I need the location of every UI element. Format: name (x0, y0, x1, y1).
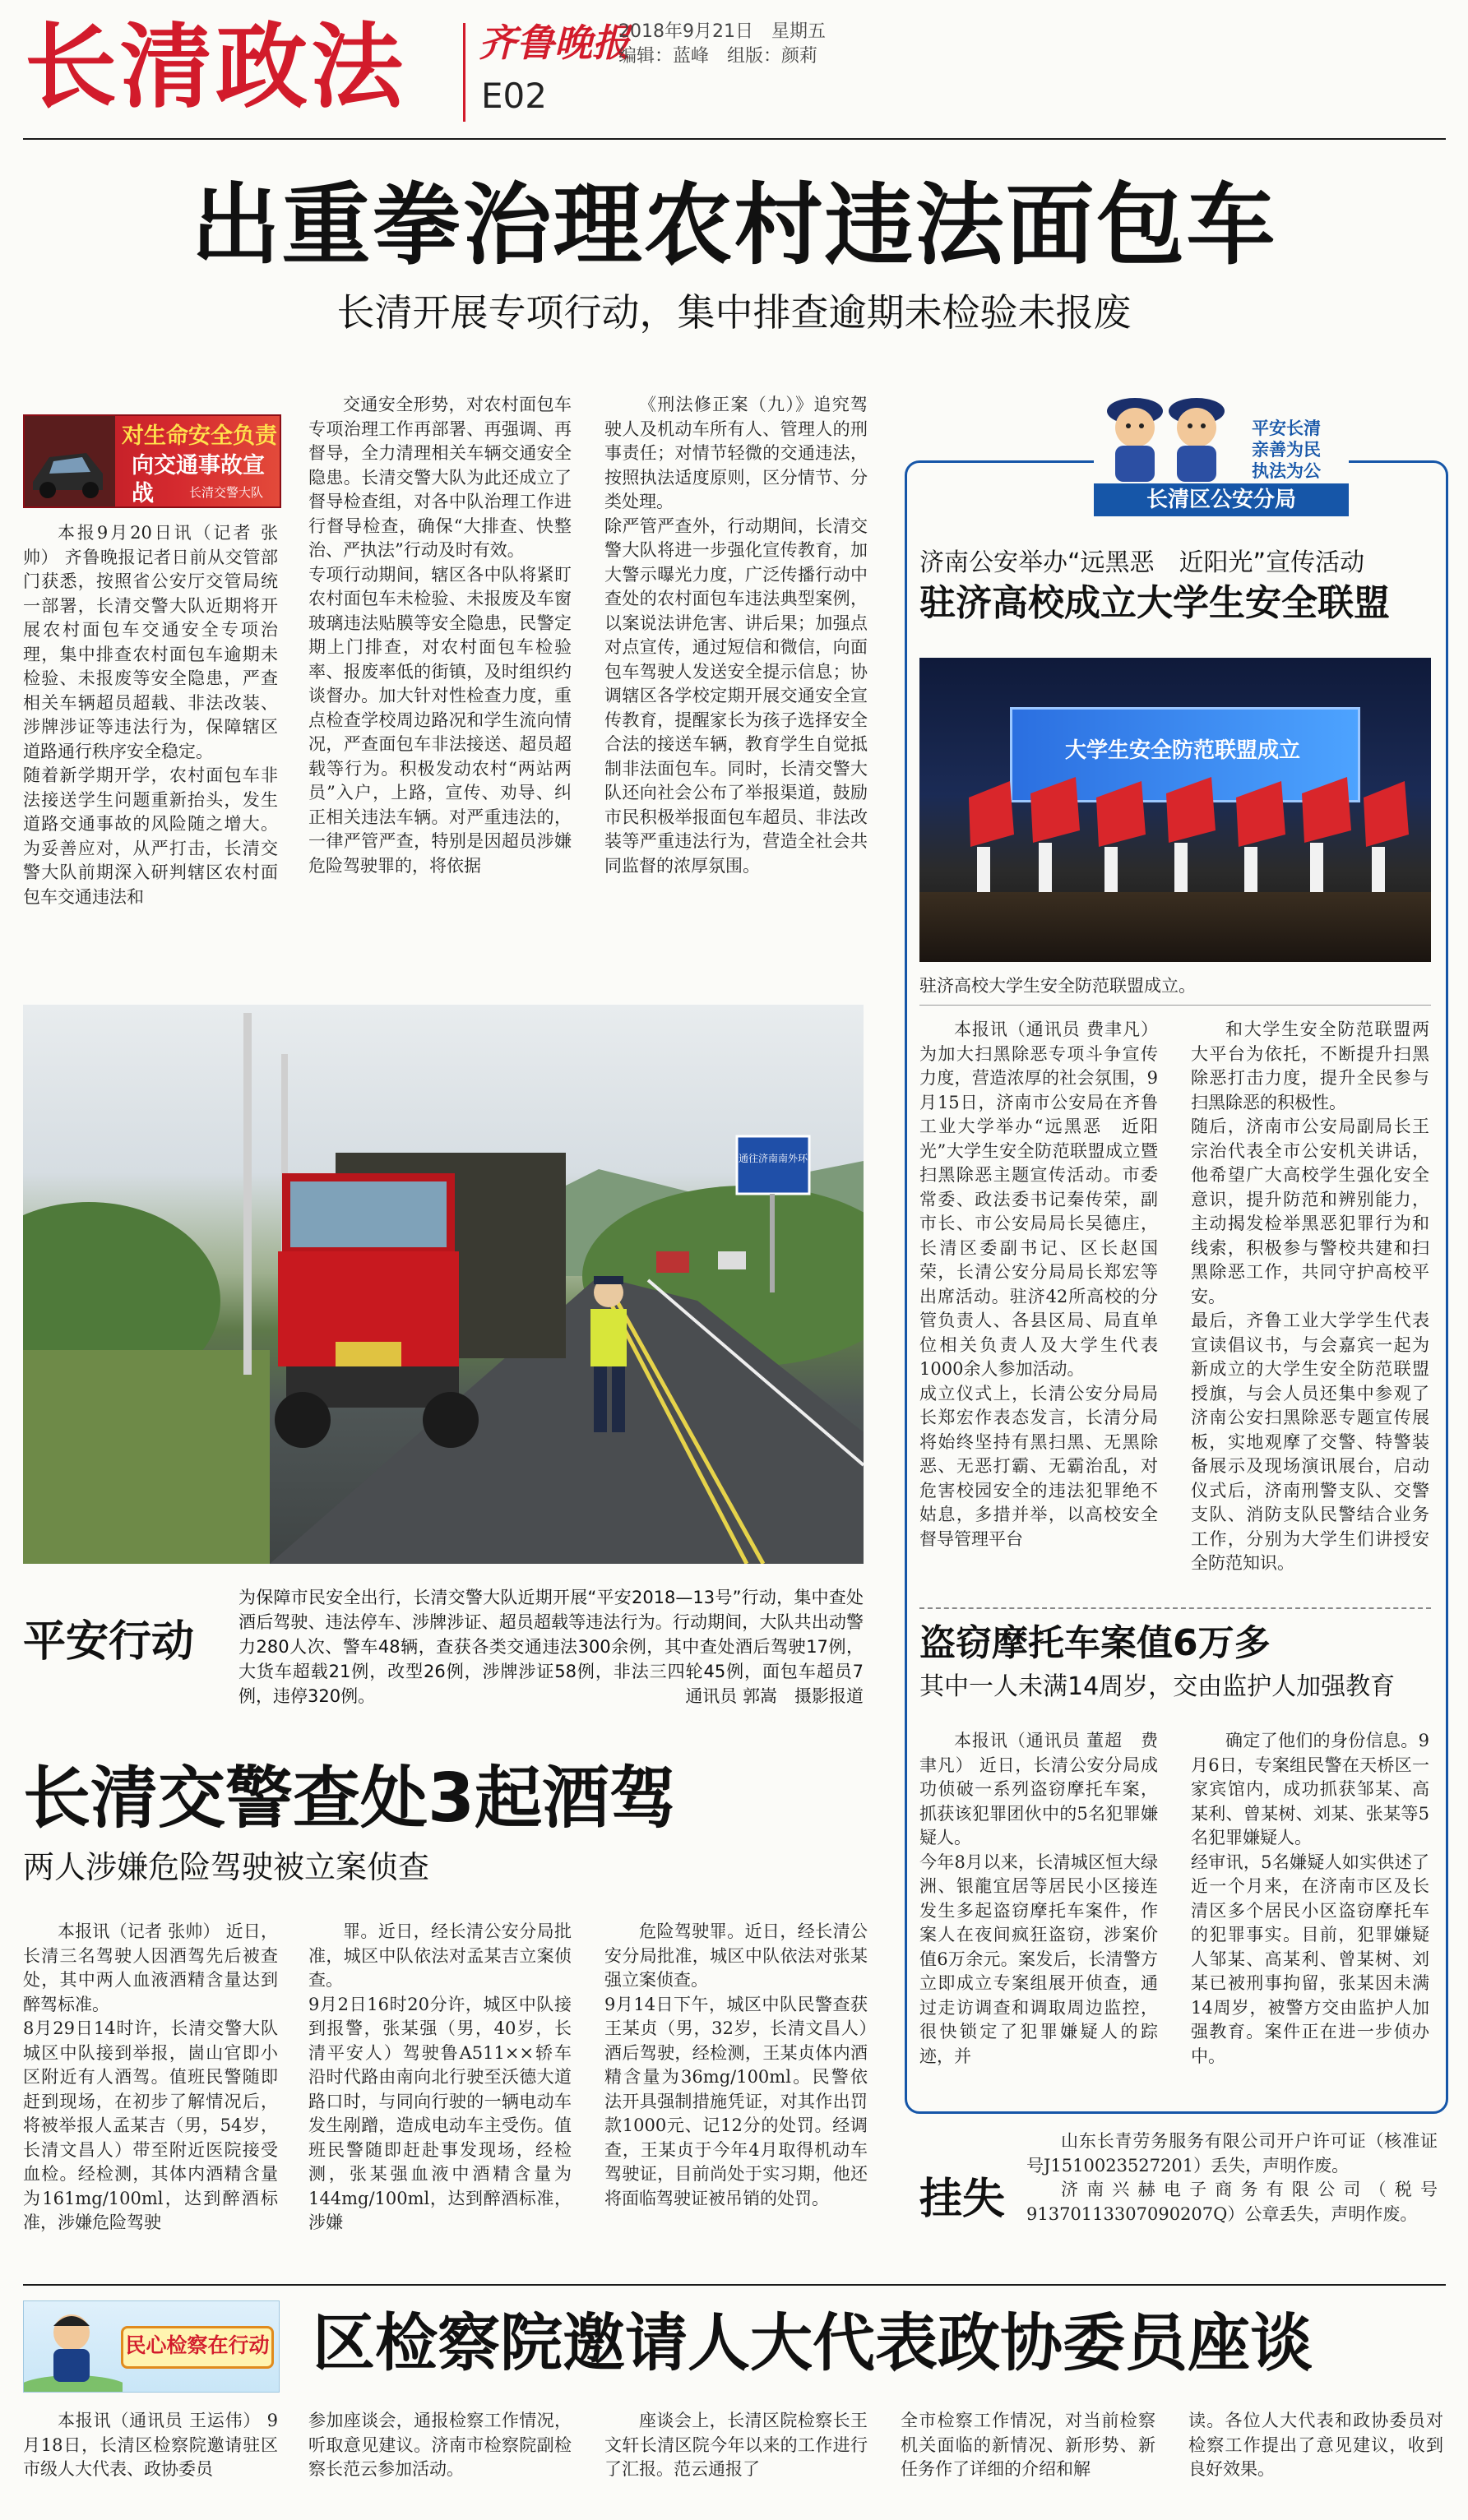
side-caption-rule (919, 1005, 1431, 1006)
procuratorate-column-3 (604, 2409, 868, 2512)
lost-line-1: 山东长青劳务服务有限公司开户许可证（核准证号J1510023527201）丢失，声明作废。 (1026, 2131, 1438, 2176)
drunk-column-1 (23, 1920, 278, 2282)
lead-headline: 出重拳治理农村违法面包车 (191, 174, 1277, 277)
stage-photo (919, 658, 1431, 962)
lead-col2-text: 交通安全形势，对农村面包车专项治理工作再部署、再强调、再督导，全力清理相关车辆交通安全隐患。长清交警大队为此还成立了督导检查组，对各中队治理工作进行督导检查，确保“大排查、快整治、严执法”行动及时有效。 专项行动期间，辖区各中队将紧盯农村面包车未检验、未报废及车窗玻璃违法贴膜等安全隐患，民警定期上门排查，对农村面包车检验率、报废率低的街镇，及时组织约谈督办。加大针对性检查力度，重点检查学校周边路况和学生流向情况，严查面包车非法接送、超员超载等行为。积极发动农村“两站两员”入户，上路，宣传、劝导、纠正相关违法车辆。对严重违法的，一律严管严查，特别是因超员涉嫌危险驾驶罪的，将依据 (308, 395, 572, 876)
crash-car-icon (25, 416, 115, 506)
stage-photo-caption: 驻济高校大学生安全防范联盟成立。 (919, 976, 1196, 996)
prosecutor-figure-icon (24, 2301, 123, 2392)
stage-screen-text: 大学生安全防范联盟成立 (1064, 738, 1300, 763)
lost-line-2: 济南兴赫电子商务有限公司（税号91370113307090207Q）公章丢失，声明作废。 (1026, 2180, 1438, 2224)
lead-col3-text: 《刑法修正案（九）》追究驾驶人及机动车所有人、管理人的刑事责任；对情节轻微的交通违法，按照执法适度原则，区分情节、分类处理。 除严管严查外，行动期间，长清交警大队将进一步强化宣传教育，加大警示曝光力度，广泛传播行动中查处的农村面包车违法典型案例，以案说法讲危害、讲后果；加强点对点宣传，通过短信和微信，向面包车驾驶人发送安全提示信息；协调辖区各学校定期开展交通安全宣传教育，提醒家长为孩子选择安全合法的接送车辆，教育学生自觉抵制非法面包车。同时，长清交警大队还向社会公布了举报渠道，鼓励市民积极举报面包车超员、非法改装等严重违法行为，营造全社会共同监督的浓厚氛围。 (604, 395, 868, 876)
masthead-rule (23, 138, 1446, 140)
procuratorate-column-1 (23, 2409, 278, 2512)
paper-name: 齐鲁晚报 (479, 21, 630, 65)
lead-badge (23, 414, 281, 508)
procuratorate-badge (23, 2300, 280, 2393)
procuratorate-col2-text: 参加座谈会，通报检察工作情况，听取意见建议。济南市检察院副检察长范云参加活动。 (308, 2411, 572, 2479)
drunk-subhead: 两人涉嫌危险驾驶被立案侦查 (23, 1849, 430, 1885)
lead-column-2 (308, 393, 572, 941)
red-flags-icon (919, 658, 1431, 962)
side-kicker: 济南公安举办“远黑恶 近阳光”宣传活动 (919, 548, 1365, 577)
procuratorate-headline: 区检察院邀请人大代表政协委员座谈 (313, 2306, 1313, 2379)
date-line: 2018年9月21日 星期五 (618, 21, 826, 42)
drunk-col1-text: 本报讯（记者 张帅） 近日，长清三名驾驶人因酒驾先后被查处，其中两人血液酒精含量达到醉驾标准。 8月29日14时许，长清交警大队城区中队接到举报，崮山官即小区附近有人酒驾。值班民警随即赶到现场，在初步了解情况后，将被举报人孟某吉（男，54岁，长清文昌人）带至附近医院接受血检。经检测，其体内酒精含量为161mg/100ml，达到醉酒标准，涉嫌危险驾驶 (23, 1921, 278, 2232)
badge-line1: 对生命安全负责 (122, 423, 277, 449)
road-scene-icon (23, 1005, 864, 1564)
side-column-2 (1191, 1018, 1429, 1593)
lost-label: 挂失 (919, 2175, 1006, 2224)
badge-line2: 向交通事故宣战 (132, 453, 265, 506)
side-col1-text: 本报讯（通讯员 费聿凡） 为加大扫黑除恶专项斗争宣传力度，营造浓厚的社会氛围，9月15日，济南市公安局在齐鲁工业大学举办“远黑恶 近阳光”大学生安全防范联盟成立暨扫黑除恶主题宣传活动。市委常委、政法委书记秦传荣，副市长、市公安局局长吴德庄，长清区委副书记、区长赵国荣，长清公安分局局长郑宏等出席活动。驻济42所高校的分管负责人、各县区局、局直单位相关负责人及大学生代表1000余人参加活动。 成立仪式上，长清公安分局局长郑宏作表态发言，长清分局将始终坚持有黑扫黑、无黑除恶、无恶打霸、无霸治乱，对危害校园安全的违法犯罪绝不姑息，多措并举，以高校安全督导管理平台 (919, 1020, 1158, 1549)
emblem-line2: 亲善为民 (1252, 440, 1321, 460)
procuratorate-col5-text: 读。各位人大代表和政协委员对检察工作提出了意见建议，收到良好效果。 (1188, 2411, 1443, 2479)
lead-subhead: 长清开展专项行动，集中排查逾期未检验未报废 (336, 290, 1132, 335)
drunk-column-3 (604, 1920, 868, 2282)
theft-headline: 盗窃摩托车案值6万多 (919, 1622, 1271, 1664)
police-mascot-icon (1094, 386, 1242, 493)
section-title: 长清政法 (25, 14, 406, 121)
theft-subhead: 其中一人未满14周岁，交由监护人加强教育 (919, 1672, 1396, 1701)
procuratorate-col1-text: 本报讯（通讯员 王运伟） 9月18日，长清区检察院邀请驻区市级人大代表、政协委员 (23, 2411, 278, 2479)
procuratorate-column-5 (1188, 2409, 1443, 2512)
procuratorate-col4-text: 全市检察工作情况，对当前检察机关面临的新情况、新形势、新任务作了详细的介绍和解 (901, 2411, 1155, 2479)
theft-column-2 (1191, 1729, 1429, 2091)
side-divider (919, 1607, 1431, 1609)
drunk-col3-text: 危险驾驶罪。近日，经长清公安分局批准，城区中队依法对张某强立案侦查。 9月14日下午，城区中队民警查获王某贞（男，32岁，长清文昌人）酒后驾驶，经检测，王某贞体内酒精含量为36mg/100ml。民警依法开具强制措施凭证，对其作出罚款1000元、记12分的处罚。经调查，王某贞于今年4月取得机动车驾驶证，目前尚处于实习期，他还将面临驾驶证被吊销的处罚。 (604, 1921, 868, 2208)
editor-line: 编辑：蓝峰 组版：颜莉 (618, 46, 818, 67)
procuratorate-column-2 (308, 2409, 572, 2512)
emblem-line3: 执法为公 (1252, 461, 1321, 481)
theft-column-1 (919, 1729, 1158, 2091)
lead-column-3 (604, 393, 868, 941)
side-column-1 (919, 1018, 1158, 1593)
truck-credit: 通讯员 郭嵩 摄影报道 (685, 1686, 864, 1706)
lead-col1-text: 本报9月20日讯（记者 张帅） 齐鲁晚报记者日前从交管部门获悉，按照省公安厅交管局统一部署，长清交警大队近期将开展农村面包车交通安全专项治理，集中排查农村面包车逾期未检验、未报废等安全隐患，严查相关车辆超员超载、非法改装、涉牌涉证等违法行为，保障辖区道路通行秩序安全稳定。 随着新学期开学，农村面包车非法接送学生问题重新抬头，发生道路交通事故的风险随之增大。为妥善应对，从严打击，长清交警大队前期深入研判辖区农村面包车交通违法和 (23, 523, 278, 907)
theft-col1-text: 本报讯（通讯员 董超 费聿凡） 近日，长清公安分局成功侦破一系列盗窃摩托车案，抓获该犯罪团伙中的5名犯罪嫌疑人。 今年8月以来，长清城区恒大绿洲、银龍宜居等居民小区接连发生多起盗窃摩托车案件，作案人在夜间疯狂盗窃，涉案价值6万余元。案发后，长清警方立即成立专案组展开侦查，通过走访调查和调取周边监控，很快锁定了犯罪嫌疑人的踪迹，并 (919, 1731, 1158, 2066)
drunk-column-2 (308, 1920, 572, 2282)
side-col2-text: 和大学生安全防范联盟两大平台为依托，不断提升扫黑除恶打击力度，提升全民参与扫黑除恶的积极性。 随后，济南市公安局副局长王宗治代表全市公安机关讲话，他希望广大高校学生强化安全意识，提升防范和辨别能力，主动揭发检举黑恶犯罪行为和线索，积极参与警校共建和扫黑除恶工作，共同守护高校平安。 最后，齐鲁工业大学学生代表宣读倡议书，与会嘉宾一起为新成立的大学生安全防范联盟授旗，与会人员还集中参观了济南公安扫黑除恶专题宣传展板，实地观摩了交警、特警装备展示及现场演讯展台，启动仪式后，济南刑警支队、交警支队、消防支队民警结合业务工作，分别为大学生们讲授安全防范知识。 (1191, 1020, 1429, 1573)
police-banner: 长清区公安分局 (1094, 483, 1349, 516)
truck-photo (23, 1005, 864, 1564)
procuratorate-col3-text: 座谈会上，长清区院检察长王文轩长清区院今年以来的工作进行了汇报。范云通报了 (604, 2411, 868, 2479)
procuratorate-column-4 (901, 2409, 1155, 2512)
masthead-divider (463, 23, 465, 122)
side-headline: 驻济高校成立大学生安全联盟 (919, 582, 1390, 624)
police-emblem (1094, 386, 1349, 518)
bottom-section-rule (23, 2284, 1446, 2286)
emblem-line1: 平安长清 (1252, 418, 1321, 438)
theft-col2-text: 确定了他们的身份信息。9月6日，专案组民警在天桥区一家宾馆内，成功抓获邹某、高某利、曾某树、刘某、张某等5名犯罪嫌疑人。 经审讯，5名嫌疑人如实供述了近一个月来，在济南市区及长清区多个居民小区盗窃摩托车的犯罪事实。目前，犯罪嫌疑人邹某、高某利、曾某树、刘某已被刑事拘留，张某因未满14周岁，被警方交由监护人加强教育。案件正在进一步侦办中。 (1191, 1731, 1429, 2066)
road-sign-text: 通往济南南外环 (739, 1153, 808, 1164)
lost-notice (1026, 2129, 1438, 2277)
truck-caption: 为保障市民安全出行，长清交警大队近期开展“平安2018—13号”行动，集中查处酒后驾驶、违法停车、涉牌涉证、超员超载等违法行为。行动期间，大队共出动警力280人次、警车48辆，查获各类交通违法300余例，其中查处酒后驾驶17例，大货车超载21例，改型26例，涉牌涉证58例，非法三四轮45例，面包车超员7例，违停320例。 (238, 1588, 864, 1706)
lead-column-1 (23, 521, 278, 941)
procuratorate-badge-text: 民心检察在行动 (121, 2326, 274, 2369)
drunk-col2-text: 罪。近日，经长清公安分局批准，城区中队依法对孟某吉立案侦查。 9月2日16时20分许，城区中队接到报警，张某强（男，40岁，长清平安人）驾驶鲁A511××轿车沿时代路由南向北行驶至沃德大道路口时，与同向行驶的一辆电动车发生剐蹭，造成电动车主受伤。值班民警随即赶赴事发现场，经检测，张某强血液中酒精含量为144mg/100ml，达到醉酒标准，涉嫌 (308, 1921, 572, 2232)
truck-section-label: 平安行动 (23, 1617, 195, 1667)
badge-line3: 长清交警大队 (189, 485, 264, 500)
page-code: E02 (481, 76, 547, 116)
drunk-headline: 长清交警查处3起酒驾 (23, 1759, 678, 1838)
